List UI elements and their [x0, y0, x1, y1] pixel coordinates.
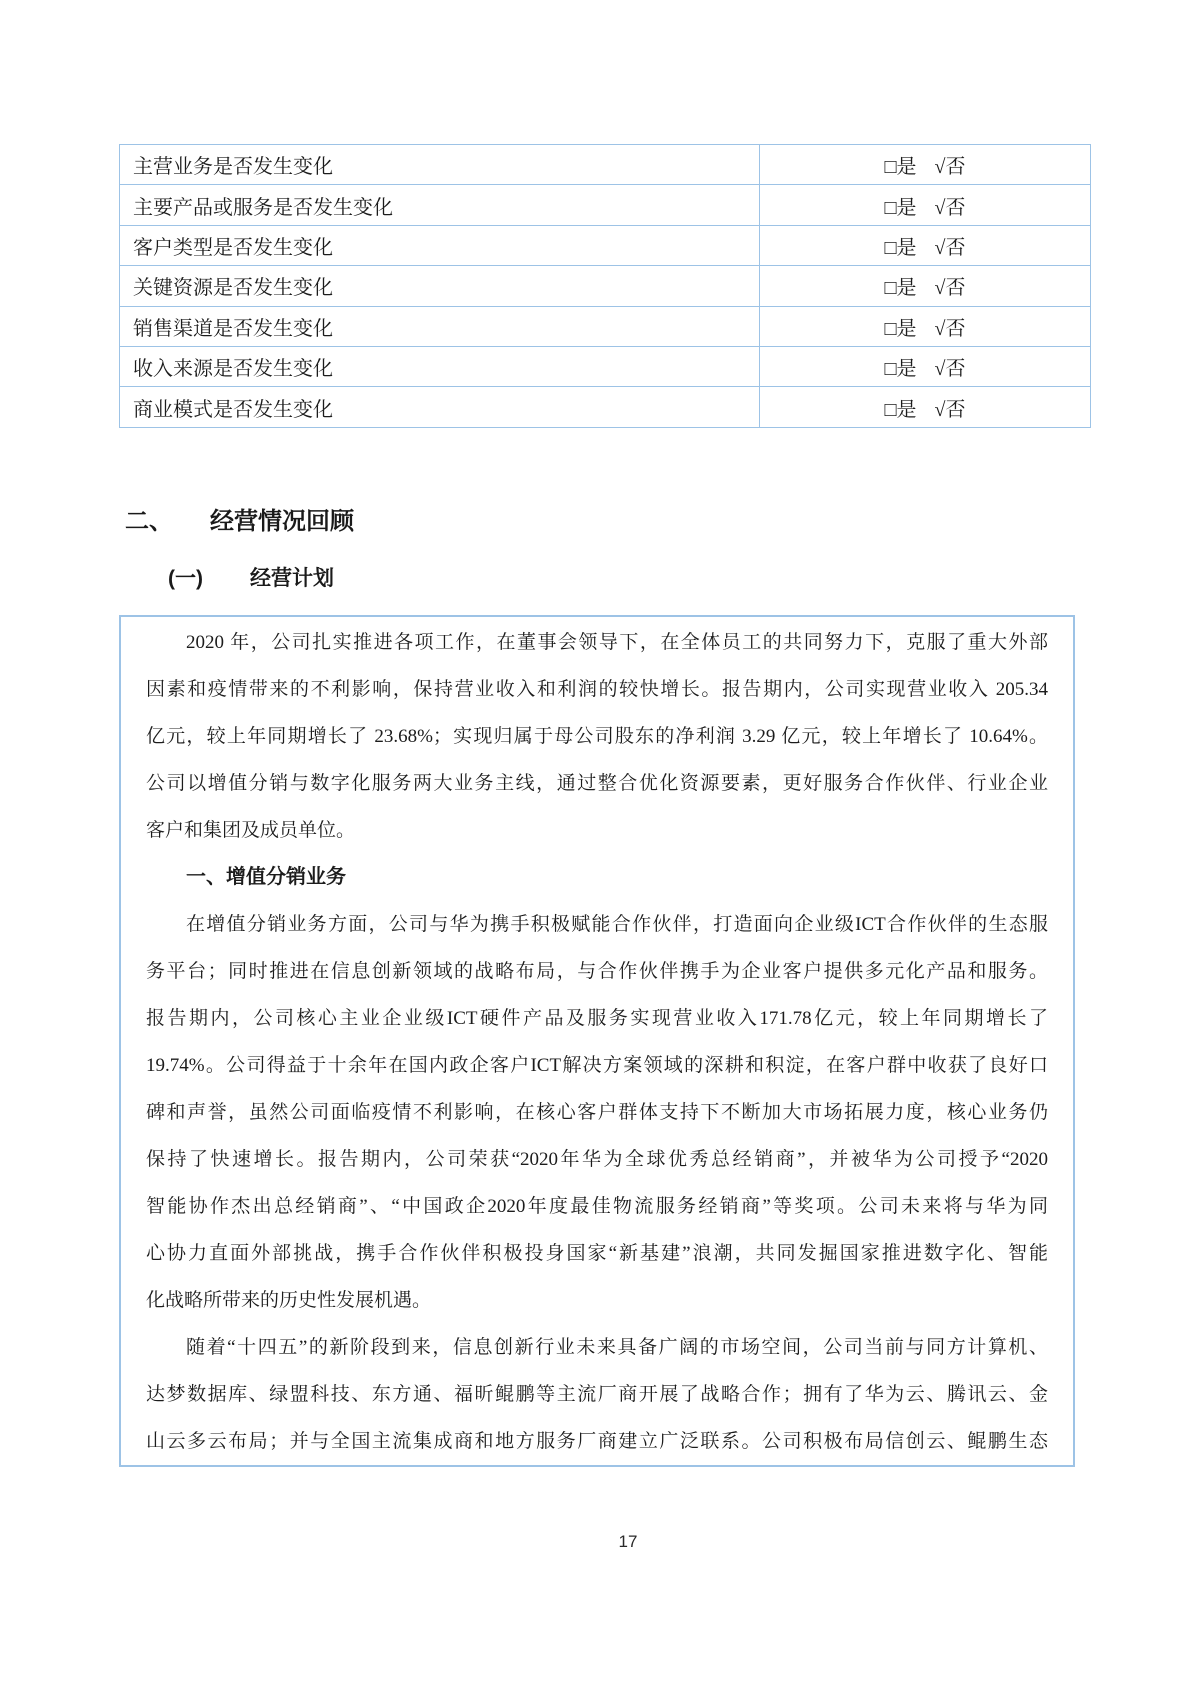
body-line: 因素和疫情带来的不利影响，保持营业收入和利润的较快增长。报告期内，公司实现营业收入 205.34 [146, 679, 1048, 700]
checked-no-option: √否 [934, 398, 966, 421]
body-line: 化战略所带来的历史性发展机遇。 [146, 1290, 432, 1311]
question-cell: 收入来源是否发生变化 [120, 346, 760, 386]
body-line: 2020 年，公司扎实推进各项工作，在董事会领导下，在全体员工的共同努力下，克服了重大外部 [186, 632, 1048, 653]
subsection-title: 经营计划 [250, 567, 334, 590]
checkbox-yes-option: □是 [884, 236, 917, 259]
subsection-number: (一) [168, 567, 203, 590]
body-line: 报告期内，公司核心主业企业级ICT硬件产品及服务实现营业收入171.78亿元，较上年同期增长了 [146, 1008, 1048, 1029]
answer-cell [760, 266, 1091, 306]
checkbox-yes-option: □是 [884, 156, 917, 179]
table-row [120, 185, 1091, 225]
table-row [120, 145, 1091, 185]
body-line: 智能协作杰出总经销商”、“中国政企2020年度最佳物流服务经销商”等奖项。公司未来将与华为同 [146, 1196, 1048, 1217]
checked-no-option: √否 [934, 236, 966, 259]
answer-cell [760, 346, 1091, 386]
business-change-table [119, 144, 1091, 428]
question-cell: 销售渠道是否发生变化 [120, 306, 760, 346]
question-cell: 客户类型是否发生变化 [120, 225, 760, 265]
body-line: 务平台；同时推进在信息创新领域的战略布局，与合作伙伴携手为企业客户提供多元化产品和服务。 [146, 961, 1048, 982]
checkbox-yes-option: □是 [884, 317, 917, 340]
table-row [120, 266, 1091, 306]
body-line: 客户和集团及成员单位。 [146, 820, 356, 841]
answer-cell [760, 225, 1091, 265]
question-cell: 主营业务是否发生变化 [120, 145, 760, 185]
checkbox-yes-option: □是 [884, 398, 917, 421]
table-row [120, 387, 1091, 427]
body-line: 公司以增值分销与数字化服务两大业务主线，通过整合优化资源要素，更好服务合作伙伴、行业企业 [146, 773, 1048, 794]
checkbox-yes-option: □是 [884, 196, 917, 219]
table-row [120, 225, 1091, 265]
checked-no-option: √否 [934, 196, 966, 219]
checked-no-option: √否 [934, 317, 966, 340]
checked-no-option: √否 [934, 156, 966, 179]
body-text-box [119, 615, 1075, 1467]
body-line: 亿元，较上年同期增长了 23.68%；实现归属于母公司股东的净利润 3.29 亿元，较上年增长了 10.64%。 [146, 726, 1048, 747]
inline-subheading: 一、增值分销业务 [186, 866, 346, 888]
answer-cell [760, 387, 1091, 427]
body-line: 保持了快速增长。报告期内，公司荣获“2020年华为全球优秀总经销商”，并被华为公司授予“2020 [146, 1149, 1048, 1170]
table-row [120, 306, 1091, 346]
answer-cell [760, 306, 1091, 346]
checkbox-yes-option: □是 [884, 277, 917, 300]
checkbox-yes-option: □是 [884, 358, 917, 381]
table-row [120, 346, 1091, 386]
question-cell: 商业模式是否发生变化 [120, 387, 760, 427]
page-number: 17 [618, 1532, 638, 1551]
section-title: 经营情况回顾 [210, 508, 354, 535]
body-line: 19.74%。公司得益于十余年在国内政企客户ICT解决方案领域的深耕和积淀，在客户群中收获了良好口 [146, 1055, 1048, 1076]
section-heading [125, 501, 354, 536]
subsection-heading [168, 562, 334, 592]
checked-no-option: √否 [934, 358, 966, 381]
body-line: 在增值分销业务方面，公司与华为携手积极赋能合作伙伴，打造面向企业级ICT合作伙伴的生态服 [186, 914, 1048, 935]
body-line: 碑和声誉，虽然公司面临疫情不利影响，在核心客户群体支持下不断加大市场拓展力度，核心业务仍 [146, 1102, 1048, 1123]
body-line: 随着“十四五”的新阶段到来，信息创新行业未来具备广阔的市场空间，公司当前与同方计算机、 [186, 1337, 1048, 1358]
question-cell: 关键资源是否发生变化 [120, 266, 760, 306]
body-line: 达梦数据库、绿盟科技、东方通、福昕鲲鹏等主流厂商开展了战略合作；拥有了华为云、腾讯云、金 [146, 1384, 1048, 1405]
checked-no-option: √否 [934, 277, 966, 300]
question-cell: 主要产品或服务是否发生变化 [120, 185, 760, 225]
body-line: 山云多云布局；并与全国主流集成商和地方服务厂商建立广泛联系。公司积极布局信创云、鲲鹏生态 [146, 1431, 1048, 1452]
answer-cell [760, 145, 1091, 185]
answer-cell [760, 185, 1091, 225]
section-number: 二、 [125, 508, 173, 535]
body-line: 心协力直面外部挑战，携手合作伙伴积极投身国家“新基建”浪潮，共同发掘国家推进数字化、智能 [146, 1243, 1048, 1264]
